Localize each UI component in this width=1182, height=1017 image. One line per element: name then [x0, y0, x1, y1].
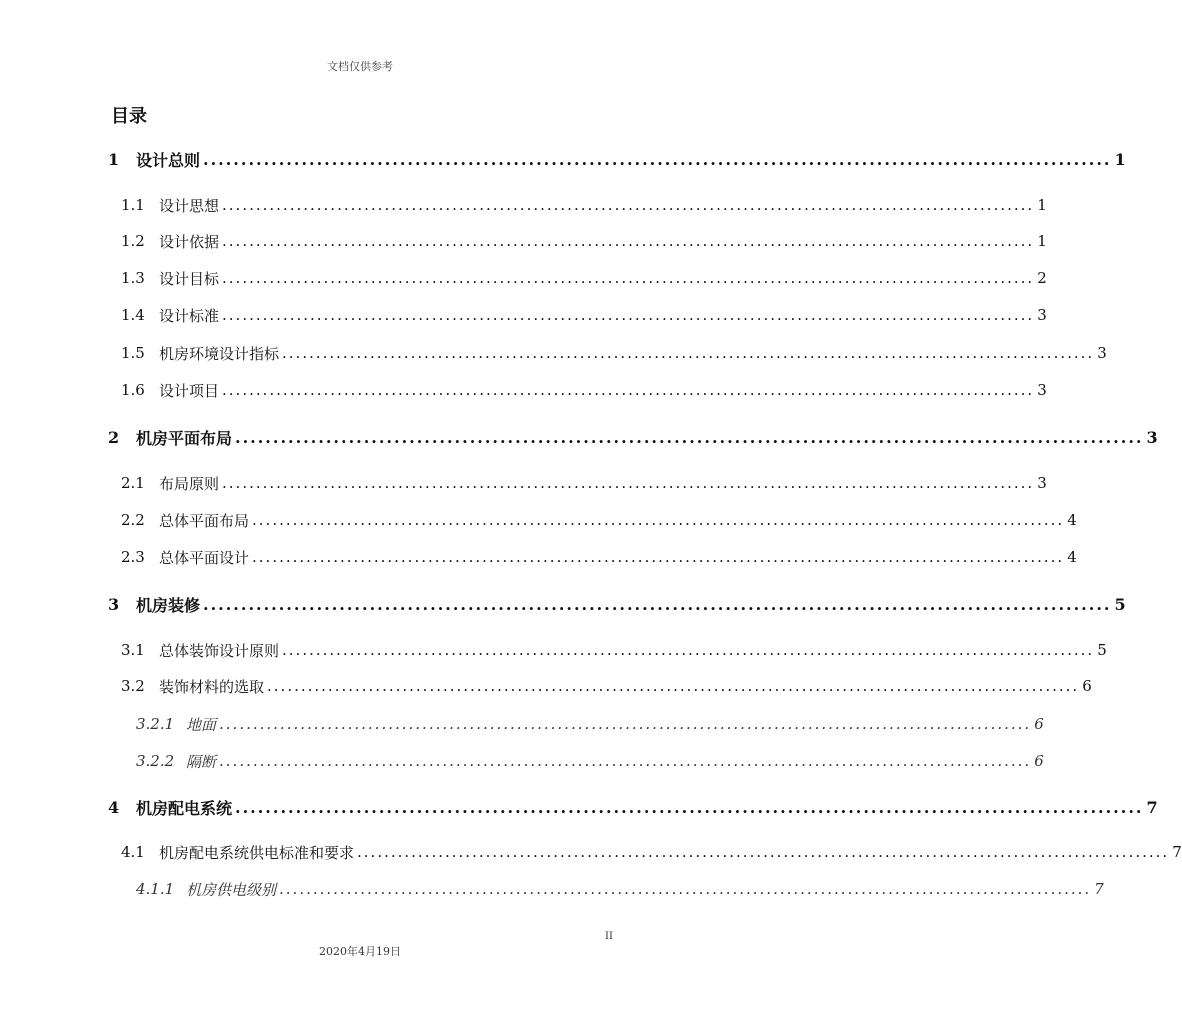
- toc-entry[interactable]: [0, 425, 1158, 449]
- toc-entry-page: 3: [1037, 306, 1047, 324]
- toc-entry-title: 设计总则: [136, 150, 201, 170]
- toc-leader-dots: ........................................................................................................................: [203, 149, 1112, 169]
- toc-entry-page: 4: [1067, 511, 1077, 529]
- toc-entry-number: 3.2: [121, 677, 145, 695]
- toc-entry[interactable]: [0, 592, 1126, 616]
- toc-leader-dots: ........................................................................................................................: [203, 594, 1112, 614]
- toc-entry-title: 总体装饰设计原则: [159, 641, 280, 660]
- toc-entry-page: 7: [1094, 880, 1104, 898]
- toc-entry-page: 6: [1034, 752, 1044, 770]
- toc-entry-title: 设计思想: [159, 196, 220, 215]
- page-number: II: [605, 931, 613, 942]
- toc-entry-page: 2: [1037, 269, 1047, 287]
- toc-entry[interactable]: [0, 508, 1077, 532]
- toc-entry-number: 3.2.2: [136, 752, 175, 770]
- toc-leader-dots: ........................................................................................................................: [235, 427, 1144, 447]
- toc-entry[interactable]: [0, 193, 1047, 217]
- toc-entry-number: 1.1: [121, 196, 145, 214]
- toc-entry-title: 设计标准: [159, 306, 220, 325]
- toc-leader-dots: ........................................................................................................................: [357, 843, 1170, 861]
- toc-title: 目录: [111, 106, 147, 127]
- toc-entry-page: 1: [1114, 149, 1126, 169]
- toc-entry-page: 3: [1146, 427, 1158, 447]
- toc-leader-dots: ........................................................................................................................: [282, 344, 1095, 362]
- toc-entry-number: 3: [108, 594, 120, 614]
- toc-leader-dots: ........................................................................................................................: [252, 548, 1065, 566]
- toc-leader-dots: ........................................................................................................................: [252, 511, 1065, 529]
- toc-entry-page: 3: [1037, 381, 1047, 399]
- toc-entry[interactable]: [0, 378, 1047, 402]
- toc-entry-number: 1.2: [121, 232, 145, 250]
- toc-entry-page: 1: [1037, 196, 1047, 214]
- toc-entry-number: 4.1.1: [136, 880, 175, 898]
- toc-entry[interactable]: [0, 638, 1107, 662]
- toc-entry-title: 地面: [186, 715, 217, 734]
- toc-entry-title: 机房配电系统供电标准和要求: [159, 843, 355, 862]
- toc-leader-dots: ........................................................................................................................: [222, 381, 1035, 399]
- toc-entry-page: 7: [1146, 797, 1158, 817]
- toc-entry-page: 5: [1114, 594, 1126, 614]
- toc-entry-title: 布局原则: [159, 474, 220, 493]
- toc-entry-number: 1.4: [121, 306, 145, 324]
- toc-entry-title: 总体平面布局: [159, 511, 250, 530]
- toc-entry[interactable]: [0, 877, 1104, 901]
- toc-entry-number: 3.2.1: [136, 715, 175, 733]
- toc-entry-page: 6: [1034, 715, 1044, 733]
- toc-entry-title: 总体平面设计: [159, 548, 250, 567]
- toc-entry-title: 设计目标: [159, 269, 220, 288]
- toc-entry-number: 1: [108, 149, 120, 169]
- toc-entry-title: 机房环境设计指标: [159, 344, 280, 363]
- toc-entry-number: 2: [108, 427, 120, 447]
- toc-entry[interactable]: [0, 147, 1126, 171]
- toc-entry-number: 2.1: [121, 474, 145, 492]
- toc-entry-title: 机房配电系统: [136, 798, 233, 818]
- toc-leader-dots: ........................................................................................................................: [219, 715, 1032, 733]
- toc-entry[interactable]: [0, 674, 1092, 698]
- toc-entry[interactable]: [0, 229, 1047, 253]
- toc-entry-number: 2.3: [121, 548, 145, 566]
- toc-entry[interactable]: [0, 712, 1044, 736]
- toc-entry-number: 1.5: [121, 344, 145, 362]
- toc-entry-title: 机房供电级别: [186, 880, 277, 899]
- toc-leader-dots: ........................................................................................................................: [222, 269, 1035, 287]
- toc-entry-page: 5: [1097, 641, 1107, 659]
- toc-entry-page: 4: [1067, 548, 1077, 566]
- page-header: 文档仅供参考: [327, 60, 393, 73]
- toc-entry-page: 1: [1037, 232, 1047, 250]
- toc-leader-dots: ........................................................................................................................: [222, 232, 1035, 250]
- page-footer-date: 2020年4月19日: [319, 945, 401, 958]
- toc-entry[interactable]: [0, 795, 1158, 819]
- toc-leader-dots: ........................................................................................................................: [222, 196, 1035, 214]
- toc-entry-title: 机房装修: [136, 595, 201, 615]
- toc-leader-dots: ........................................................................................................................: [279, 880, 1092, 898]
- toc-entry[interactable]: [0, 303, 1047, 327]
- toc-entry[interactable]: [0, 840, 1182, 864]
- toc-entry[interactable]: [0, 471, 1047, 495]
- toc-entry-page: 3: [1037, 474, 1047, 492]
- toc-entry-number: 1.3: [121, 269, 145, 287]
- toc-entry-page: 7: [1172, 843, 1182, 861]
- toc-leader-dots: ........................................................................................................................: [222, 474, 1035, 492]
- toc-entry-number: 4.1: [121, 843, 145, 861]
- toc-entry-page: 3: [1097, 344, 1107, 362]
- toc-leader-dots: ........................................................................................................................: [267, 677, 1080, 695]
- toc-entry-number: 1.6: [121, 381, 145, 399]
- toc-entry-page: 6: [1082, 677, 1092, 695]
- toc-leader-dots: ........................................................................................................................: [282, 641, 1095, 659]
- toc-entry-title: 隔断: [186, 752, 217, 771]
- toc-leader-dots: ........................................................................................................................: [222, 306, 1035, 324]
- toc-entry-title: 设计依据: [159, 232, 220, 251]
- toc-leader-dots: ........................................................................................................................: [235, 797, 1144, 817]
- toc-entry[interactable]: [0, 266, 1047, 290]
- toc-entry-title: 装饰材料的选取: [159, 677, 265, 696]
- toc-entry-number: 3.1: [121, 641, 145, 659]
- toc-entry-number: 2.2: [121, 511, 145, 529]
- toc-leader-dots: ........................................................................................................................: [219, 752, 1032, 770]
- toc-entry-title: 设计项目: [159, 381, 220, 400]
- toc-entry[interactable]: [0, 545, 1077, 569]
- toc-entry-number: 4: [108, 797, 120, 817]
- toc-entry[interactable]: [0, 749, 1044, 773]
- toc-entry-title: 机房平面布局: [136, 428, 233, 448]
- toc-entry[interactable]: [0, 341, 1107, 365]
